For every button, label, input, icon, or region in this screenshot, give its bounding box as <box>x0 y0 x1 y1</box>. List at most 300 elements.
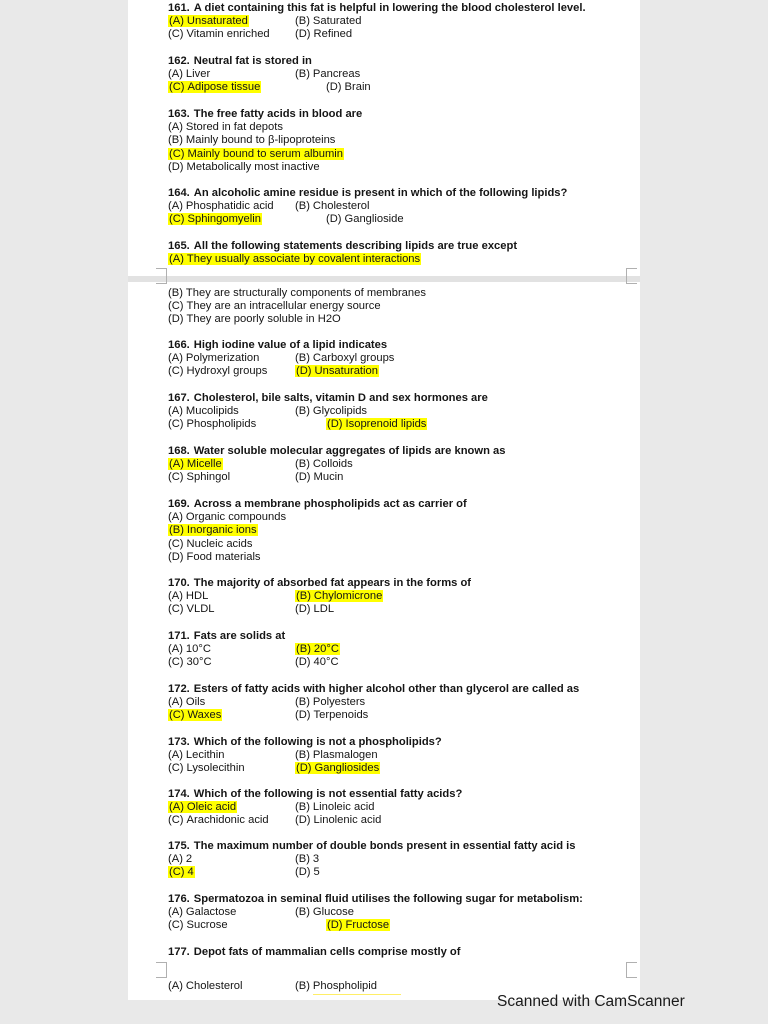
question-block <box>168 240 628 266</box>
answer-option <box>295 28 352 41</box>
answer-option-correct <box>168 253 421 266</box>
option-text: Plasmalogen <box>312 749 378 762</box>
option-label: (A) <box>168 853 183 866</box>
option-label: (D) <box>168 550 184 563</box>
option-row <box>168 121 628 134</box>
answer-option <box>168 919 228 932</box>
question-number: 165. <box>168 240 190 252</box>
option-text: Carboxyl groups <box>312 352 395 365</box>
option-content <box>168 538 252 550</box>
question-stem <box>168 55 628 68</box>
option-content <box>168 161 320 173</box>
option-label: (D) <box>295 603 311 616</box>
question-text: Depot fats of mammalian cells comprise mostly of <box>193 946 461 958</box>
option-text: LDL <box>313 603 335 616</box>
option-label: (C) <box>168 537 184 550</box>
option-row <box>168 906 628 919</box>
option-label: (A) <box>168 68 183 81</box>
option-label: (B) <box>296 590 311 603</box>
answer-option-correct <box>168 709 222 722</box>
answer-option <box>168 300 381 313</box>
option-text: Fructose <box>345 919 390 932</box>
question-stem <box>168 630 628 643</box>
option-text: 2 <box>185 853 193 866</box>
answer-option <box>295 709 368 722</box>
option-text: Polymerization <box>185 352 260 365</box>
page-marker-left-top <box>156 268 167 284</box>
answer-option-correct <box>295 643 340 656</box>
option-row <box>168 81 628 94</box>
option-label: (D) <box>296 365 312 378</box>
option-text: Vitamin enriched <box>186 28 270 41</box>
question-number: 164. <box>168 187 190 199</box>
option-content <box>295 906 354 918</box>
option-content <box>295 814 381 826</box>
answer-option <box>168 121 283 134</box>
question-number: 162. <box>168 55 190 67</box>
answer-option <box>295 405 367 418</box>
option-text: 4 <box>187 866 194 879</box>
option-content <box>168 471 230 483</box>
question-block <box>168 2 628 42</box>
option-row <box>168 511 628 524</box>
option-text: Organic compounds <box>185 511 287 524</box>
answer-highlight <box>295 590 383 602</box>
option-label: (B) <box>295 15 310 28</box>
answer-option <box>168 134 335 147</box>
option-label: (A) <box>169 801 184 814</box>
option-row <box>168 551 628 564</box>
option-row <box>168 68 628 81</box>
option-label: (D) <box>295 28 311 41</box>
question-number: 166. <box>168 339 190 351</box>
question-block <box>168 683 628 723</box>
option-content <box>295 200 370 212</box>
option-row <box>168 213 628 226</box>
answer-highlight <box>295 365 379 377</box>
option-label: (A) <box>168 906 183 919</box>
option-text: Phospholipid <box>312 980 377 992</box>
option-content <box>168 853 192 865</box>
option-text: Metabolically most inactive <box>186 160 320 173</box>
question-block <box>168 187 628 227</box>
option-content <box>295 68 360 80</box>
question-block <box>168 445 628 485</box>
option-label: (C) <box>169 709 185 722</box>
option-text: Cholesterol <box>185 980 243 992</box>
option-text: Waxes <box>187 709 222 722</box>
question-text: Water soluble molecular aggregates of lipids are known as <box>193 445 506 457</box>
option-content <box>295 709 368 721</box>
option-row <box>168 980 628 993</box>
option-label: (A) <box>168 643 183 656</box>
answer-highlight <box>168 524 258 536</box>
option-text: Linoleic acid <box>312 801 375 814</box>
option-text: Unsaturated <box>186 15 248 28</box>
option-label: (C) <box>169 213 185 226</box>
option-label: (A) <box>169 458 184 471</box>
option-content <box>168 551 261 563</box>
question-stem <box>168 339 628 352</box>
option-content <box>168 418 256 430</box>
question-block <box>168 287 628 327</box>
answer-option <box>168 161 320 174</box>
answer-option <box>326 81 371 94</box>
question-stem <box>168 683 628 696</box>
option-text: Polyesters <box>312 696 366 709</box>
option-label: (D) <box>326 213 342 226</box>
option-row <box>168 458 628 471</box>
question-stem <box>168 577 628 590</box>
option-content <box>295 801 375 813</box>
option-text: Ganglioside <box>344 213 404 226</box>
option-text: They are an intracellular energy source <box>186 300 381 313</box>
answer-option <box>168 980 243 993</box>
option-text: Pancreas <box>312 68 361 81</box>
option-label: (D) <box>327 919 343 932</box>
answer-highlight <box>168 709 222 721</box>
answer-option <box>295 471 343 484</box>
question-text: Neutral fat is stored in <box>193 55 312 67</box>
answer-option <box>295 352 394 365</box>
option-label: (C) <box>168 656 184 669</box>
answer-option <box>168 418 256 431</box>
question-stem <box>168 736 628 749</box>
option-label: (C) <box>169 866 185 879</box>
option-label: (C) <box>168 471 184 484</box>
option-label: (B) <box>295 853 310 866</box>
option-content <box>295 603 334 615</box>
answer-option <box>295 749 378 762</box>
question-block <box>168 980 628 993</box>
option-label: (D) <box>295 471 311 484</box>
question-text: Which of the following is not a phospholipids? <box>193 736 442 748</box>
option-row <box>168 15 628 28</box>
option-text: They are poorly soluble in H2O <box>186 313 341 326</box>
option-label: (A) <box>168 200 183 213</box>
answer-option <box>168 538 252 551</box>
question-number: 175. <box>168 840 190 852</box>
question-text: The maximum number of double bonds present in essential fatty acid is <box>193 840 576 852</box>
answer-option-correct <box>295 590 383 603</box>
option-content <box>168 919 228 931</box>
answer-highlight <box>168 801 237 813</box>
option-content <box>295 458 353 470</box>
option-row <box>168 313 628 326</box>
answer-option <box>168 287 426 300</box>
option-row <box>168 418 628 431</box>
answer-option <box>295 906 354 919</box>
option-label: (D) <box>296 762 312 775</box>
option-label: (C) <box>168 814 184 827</box>
option-content <box>168 28 270 40</box>
option-text: 20°C <box>313 643 339 656</box>
option-text: 5 <box>313 866 320 879</box>
answer-option <box>168 906 236 919</box>
question-text: High iodine value of a lipid indicates <box>193 339 388 351</box>
question-text: The majority of absorbed fat appears in the forms of <box>193 577 472 589</box>
option-row <box>168 161 628 174</box>
option-text: Isoprenoid lipids <box>345 418 427 431</box>
option-text: Mucolipids <box>185 405 239 418</box>
option-label: (B) <box>295 749 310 762</box>
page-marker-right-bottom <box>626 962 637 978</box>
answer-option <box>295 603 334 616</box>
answer-highlight <box>168 81 261 93</box>
question-stem <box>168 240 628 253</box>
answer-option <box>295 980 377 993</box>
question-text: Which of the following is not essential fatty acids? <box>193 788 463 800</box>
option-content <box>295 696 365 708</box>
option-content <box>168 656 212 668</box>
answer-option-correct <box>326 919 390 932</box>
question-block <box>168 736 628 776</box>
answer-option <box>168 603 215 616</box>
option-text: Refined <box>313 28 353 41</box>
answer-option-correct <box>168 866 195 879</box>
question-stem <box>168 840 628 853</box>
option-label: (A) <box>168 749 183 762</box>
answer-option-correct <box>168 81 261 94</box>
option-text: Nucleic acids <box>186 537 253 550</box>
option-content <box>295 853 319 865</box>
question-block <box>168 55 628 95</box>
option-content <box>168 749 224 761</box>
answer-option-correct <box>295 762 380 775</box>
option-text: They usually associate by covalent interactions <box>186 253 421 266</box>
option-label: (D) <box>295 656 311 669</box>
option-content <box>168 68 210 80</box>
option-row <box>168 538 628 551</box>
option-text: 10°C <box>185 643 211 656</box>
option-content <box>168 313 341 325</box>
option-label: (B) <box>295 352 310 365</box>
option-content <box>295 656 339 668</box>
question-text: Esters of fatty acids with higher alcohol other than glycerol are called as <box>193 683 580 695</box>
option-content <box>168 121 283 133</box>
question-number: 171. <box>168 630 190 642</box>
option-text: Glucose <box>312 906 354 919</box>
question-number: 168. <box>168 445 190 457</box>
question-number: 177. <box>168 946 190 958</box>
option-content <box>295 471 343 483</box>
question-block <box>168 893 628 933</box>
option-content <box>295 15 361 27</box>
option-content <box>295 749 378 761</box>
option-text: Phospholipids <box>186 418 257 431</box>
option-text: Micelle <box>186 458 222 471</box>
answer-option <box>168 749 224 762</box>
option-row <box>168 762 628 775</box>
answer-option <box>295 656 339 669</box>
option-text: Mainly bound to serum albumin <box>187 147 343 160</box>
question-block <box>168 630 628 670</box>
option-label: (D) <box>327 418 343 431</box>
question-block <box>168 498 628 564</box>
option-text: 40°C <box>313 656 339 669</box>
question-number: 167. <box>168 392 190 404</box>
question-stem <box>168 108 628 121</box>
option-row <box>168 853 628 866</box>
option-label: (C) <box>168 603 184 616</box>
question-number: 172. <box>168 683 190 695</box>
option-label: (A) <box>168 590 183 603</box>
option-label: (A) <box>168 511 183 524</box>
option-label: (A) <box>168 405 183 418</box>
answer-option <box>168 656 212 669</box>
option-content <box>168 762 245 774</box>
option-text: Phosphatidic acid <box>185 200 274 213</box>
question-block <box>168 840 628 880</box>
option-label: (D) <box>295 814 311 827</box>
option-text: Chylomicrone <box>313 590 383 603</box>
answer-option <box>295 696 365 709</box>
option-text: Sphingomyelin <box>187 213 261 226</box>
answer-option-correct <box>168 801 237 814</box>
option-content <box>168 643 211 655</box>
option-text: Adipose tissue <box>187 81 261 94</box>
answer-highlight <box>168 458 223 470</box>
question-number: 170. <box>168 577 190 589</box>
option-content <box>295 980 377 992</box>
option-row <box>168 200 628 213</box>
option-row <box>168 603 628 616</box>
page-marker-left-bottom <box>156 962 167 978</box>
option-label: (D) <box>295 709 311 722</box>
answer-option <box>168 853 192 866</box>
question-text: Spermatozoa in seminal fluid utilises the following sugar for metabolism: <box>193 893 583 905</box>
question-block <box>168 108 628 174</box>
answer-option <box>168 590 208 603</box>
option-row <box>168 590 628 603</box>
option-label: (B) <box>295 200 310 213</box>
option-label: (A) <box>168 352 183 365</box>
answer-option <box>168 365 267 378</box>
option-row <box>168 28 628 41</box>
option-text: Oleic acid <box>186 801 237 814</box>
option-row <box>168 352 628 365</box>
option-label: (D) <box>168 313 184 326</box>
option-text: Sucrose <box>186 919 228 932</box>
answer-highlight <box>168 148 344 160</box>
answer-option <box>168 28 270 41</box>
option-content <box>168 200 274 212</box>
option-label: (D) <box>326 81 342 94</box>
option-text: Lecithin <box>185 749 225 762</box>
answer-option <box>295 814 381 827</box>
option-text: Gangliosides <box>314 762 380 775</box>
option-text: Sphingol <box>186 471 231 484</box>
option-row <box>168 300 628 313</box>
option-row <box>168 656 628 669</box>
answer-option <box>168 471 230 484</box>
question-block <box>168 788 628 828</box>
option-row <box>168 919 628 932</box>
question-text: Across a membrane phospholipids act as carrier of <box>193 498 467 510</box>
option-row <box>168 253 628 266</box>
question-stem <box>168 187 628 200</box>
answer-option <box>326 213 404 226</box>
page-break <box>128 276 640 282</box>
answer-option <box>168 511 286 524</box>
option-label: (C) <box>168 28 184 41</box>
option-text: Hydroxyl groups <box>186 365 268 378</box>
question-block <box>168 946 628 959</box>
option-row <box>168 365 628 378</box>
option-text: Linolenic acid <box>313 814 382 827</box>
option-content <box>168 405 239 417</box>
option-text: Liver <box>185 68 211 81</box>
option-text: Colloids <box>312 458 353 471</box>
answer-highlight <box>168 213 262 225</box>
option-label: (B) <box>295 405 310 418</box>
option-content <box>295 28 352 40</box>
highlight-trace <box>313 994 401 995</box>
option-text: Arachidonic acid <box>186 814 269 827</box>
option-content <box>168 906 236 918</box>
answer-option <box>168 200 274 213</box>
option-label: (B) <box>295 801 310 814</box>
answer-option <box>295 458 353 471</box>
option-label: (B) <box>295 696 310 709</box>
option-content <box>295 352 394 364</box>
option-content <box>168 511 286 523</box>
option-row <box>168 801 628 814</box>
option-row <box>168 696 628 709</box>
option-text: Saturated <box>312 15 362 28</box>
option-content <box>168 365 267 377</box>
option-row <box>168 866 628 879</box>
option-row <box>168 148 628 161</box>
option-label: (C) <box>168 418 184 431</box>
answer-option <box>168 814 269 827</box>
option-text: Terpenoids <box>313 709 369 722</box>
option-text: 30°C <box>186 656 212 669</box>
question-text: An alcoholic amine residue is present in which of the following lipids? <box>193 187 568 199</box>
answer-option-correct <box>168 524 258 537</box>
option-content <box>168 590 208 602</box>
question-stem <box>168 893 628 906</box>
option-text: HDL <box>185 590 209 603</box>
option-label: (B) <box>295 68 310 81</box>
answer-option <box>168 313 341 326</box>
option-label: (B) <box>169 524 184 537</box>
option-label: (C) <box>168 919 184 932</box>
answer-option <box>295 15 361 28</box>
option-row <box>168 287 628 300</box>
answer-option-correct <box>168 458 223 471</box>
answer-option <box>168 643 211 656</box>
question-text: The free fatty acids in blood are <box>193 108 363 120</box>
question-stem <box>168 392 628 405</box>
question-text: A diet containing this fat is helpful in lowering the blood cholesterol level. <box>193 2 586 14</box>
option-label: (B) <box>296 643 311 656</box>
answer-highlight <box>326 418 427 430</box>
question-number: 173. <box>168 736 190 748</box>
option-content <box>168 352 259 364</box>
option-content <box>168 134 335 146</box>
option-label: (B) <box>295 458 310 471</box>
option-content <box>168 603 215 615</box>
question-stem <box>168 946 628 959</box>
question-block <box>168 392 628 432</box>
question-stem <box>168 445 628 458</box>
answer-highlight <box>168 15 249 27</box>
answer-option <box>168 352 259 365</box>
option-content <box>168 287 426 299</box>
option-row <box>168 524 628 537</box>
question-text: All the following statements describing lipids are true except <box>193 240 518 252</box>
